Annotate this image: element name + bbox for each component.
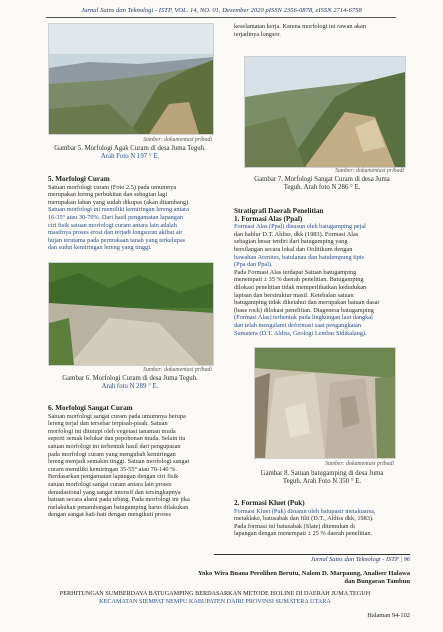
body-line: Formasi Alas (Ppal) disusun oleh batugamping pejal <box>234 223 366 231</box>
body-line: ciri fisik satuan morfologi curam antara lain adalah <box>48 221 177 229</box>
running-header: Jurnal Sains dan Teknologi - ISTP, VOL. 14, NO. 01, Desember 2020 pISSN 2356-0878, eISSN 2714-6758 <box>81 7 362 14</box>
figure-5-photo <box>48 23 214 135</box>
section-stratigrafi <box>234 208 410 337</box>
body-line: Satuan morfologi ini memiliki kemiringan lereng antara <box>48 206 189 214</box>
body-line: (base rock) dilokasi penelitian. Diagenesa batugamping <box>234 306 374 314</box>
figure-6-caption <box>40 375 220 391</box>
body-line: (Formasi Alas) terbentuk pada lingkungan laut dangkal <box>234 314 373 322</box>
intro-continuation <box>234 23 410 38</box>
body-line: denudasional yang sangat intensif dan tersingkapnya <box>48 488 181 496</box>
body-line: lapangan dengan menempati ± 25 % daerah penelitian. <box>234 530 373 538</box>
body-line: melakukan penambangan batugamping harus dilakukan <box>48 503 189 511</box>
figure-7-caption-line1: Gambar 7. Morfologi Sangat Curam di desa Juma <box>254 176 390 183</box>
figure-8-caption-line1: Gambar 8. Satuan batugamping di desa Juma <box>260 470 384 477</box>
body-line: morfologi ini ditutupi oleh vegetasi tanaman muda <box>48 427 176 435</box>
subsection-heading: 1. Formasi Alas (Ppal) <box>234 214 303 223</box>
hillside-photo-curam <box>49 263 213 365</box>
figure-8-caption-line2: Teguh. Arah Foto N 350 ° E. <box>282 478 362 485</box>
body-line: dan telah mengalami deformasi saat pengangkatan <box>234 321 362 329</box>
body-line: Sumatera (D.T. Aldiss, Geologi Lembar Sidikalang). <box>234 329 367 337</box>
section-heading: 5. Morfologi Curam <box>48 175 110 183</box>
body-line: Formasi Kluet (Puk) disusun oleh batupasir metakuarsa, <box>234 507 376 515</box>
footer-title-line1: PERHITUNGAN SUMBERDAYA BATUGAMPING BERDASARKAN METODE ISOLINE DI DAERAH JUMA TEGUH <box>59 590 371 597</box>
body-line: lapisan dan berstruktur masif. Ketebalan satuan <box>234 291 354 299</box>
body-line: terjadinya longsor. <box>234 30 281 38</box>
body-line: pada morfologi curam yang mengubah kemiringan <box>48 450 176 458</box>
body-line: Satuan morfologi curam (Foto 2.5) pada umumnya <box>48 183 177 191</box>
body-line: Berdasarkan pengamatan lapangan dengan ciri fisik <box>48 473 179 481</box>
figure-7-caption <box>230 176 414 192</box>
body-line: bawahan Arenites, batulanau dan batulempung tipis <box>234 253 365 261</box>
body-line: dan sudut kemiringan lereng yang tinggi. <box>48 244 152 252</box>
body-line: lereng menjadi semakin tinggi. Satuan morfologi sangat <box>48 458 190 466</box>
footer-journal: Jurnal Sains dan Teknologi - ISTP | 96 <box>310 556 410 563</box>
figure-6-source: Sumber: dokumentasi pribadi <box>143 367 212 373</box>
body-line: satuan morfologi ini terbentuk hasil dari pengupasan <box>48 442 181 450</box>
body-line: menempati ± 35 % daerah penelitian. Batugamping <box>234 276 364 284</box>
body-line: curam memiliki kemiringan 35-55° atau 70-140 %. <box>48 465 177 473</box>
figure-8-source: Sumber: dokumentasi pribadi <box>325 461 394 467</box>
hillside-photo-agak-curam <box>49 24 213 134</box>
body-line: 16-35° atau 30-70%. Dari hasil pengamatan lapangan <box>48 213 183 221</box>
footer-authors <box>0 570 410 586</box>
footer-authors-line1: Yoko Wira Buana Perolihen Berutu, Nalom D. Marpaung, Analiser Halawa <box>198 570 410 577</box>
section-heading: 6. Morfologi Sangat Curam <box>48 404 133 412</box>
section-morfologi-sangat-curam <box>48 405 220 519</box>
body-line: Pada formasi ini batusabak (Slate) ditemukan di <box>234 522 356 530</box>
footer-authors-line2: dan Bungaran Tambun <box>344 578 410 585</box>
figure-6-photo <box>48 262 214 366</box>
header-rule <box>46 17 396 18</box>
body-line: dan hablur D.T. Aldiss, dkk (1983). Formasi Alas <box>234 230 359 238</box>
footer-page-range: Halaman 94-102 <box>367 612 410 619</box>
body-line: bersilangan secara lokal dan Oolitikum dengan <box>234 245 353 253</box>
body-line: merupakan lereng perbukitan dan sebagian lagi <box>48 191 168 199</box>
body-line: satuan morfologi sangat curam antara lain proses <box>48 480 172 488</box>
limestone-outcrop-photo <box>255 348 395 458</box>
figure-7-photo <box>244 56 406 168</box>
body-line: seperti semak belukar dan pepohonan muda. Selain itu <box>48 435 186 443</box>
body-line: keselamatan kerja. Karena morfologi ini rawan akan <box>234 23 367 30</box>
section-heading: 2. Formasi Kluet (Puk) <box>234 499 305 507</box>
figure-5-caption <box>40 145 220 161</box>
figure-7-source: Sumber: dokumentasi pribadi <box>335 168 404 174</box>
figure-5-source: Sumber: dokumentasi pribadi <box>143 137 212 143</box>
section-morfologi-curam <box>48 176 220 252</box>
body-line: lereng terjal dan tersebar terpisah-pisah. Satuan <box>48 420 168 428</box>
body-line: batugamping tidak diketahui dan merupakan batuan dasar <box>234 299 380 307</box>
body-line: dengan sangat hati-hati dengan mengikuti proses <box>48 511 171 519</box>
section-heading: Stratigrafi Daerah Penelitian <box>234 207 324 215</box>
body-line: masifnya proses erosi dan terjadi longsoran akibat air <box>48 229 183 237</box>
footer-rule <box>214 554 410 555</box>
figure-6-caption-line1: Gambar 6. Morfologi Curam di desa Juma Teguh. <box>62 375 198 382</box>
body-line: Pada Formasi Alas terdapat Satuan batugamping <box>234 268 357 276</box>
figure-6-caption-line2: Arah foto N 289 ° E. <box>101 383 159 390</box>
footer-article-title <box>20 590 410 606</box>
body-line: batuan secara alami pada tebing. Pada morfologi ini jika <box>48 496 190 504</box>
body-line: hujan terutama pada permukaan tanah yang terkelupas <box>48 236 186 244</box>
figure-8-photo <box>254 347 396 459</box>
figure-8-caption <box>230 470 414 486</box>
figure-5-caption-line2: Arah Foto N 197 ° E. <box>100 153 160 160</box>
figure-7-caption-line2: Teguh. Arah foto N 286 ° E. <box>283 184 361 191</box>
body-line: Satuan morfologi sangat curam pada umumnya berupa <box>48 412 186 420</box>
body-line: (Ppa dan Ppal). <box>234 261 273 269</box>
figure-5-caption-line1: Gambar 5. Morfologi Agak Curam di desa Juma Teguh. <box>54 145 206 152</box>
hillside-photo-sangat-curam <box>245 57 405 167</box>
body-line: dilokasi penelitian tidak memperlihatkan kedudukan <box>234 283 367 291</box>
body-line: sebagian besar terdiri dari batugamping yang <box>234 238 348 246</box>
footer-title-line2: KECAMATAN SIEMPAT NEMPU KABUPATEN DAIRI PROVINSI SUMATERA UTARA <box>99 598 331 605</box>
section-formasi-kluet <box>234 500 410 538</box>
body-line: metaklake, batusabak dan filit (D.T., Aldiss dkk, 1983). <box>234 515 374 523</box>
body-line: merupakan lahan yang sudah dikupas (akan ditambang). <box>48 198 190 206</box>
